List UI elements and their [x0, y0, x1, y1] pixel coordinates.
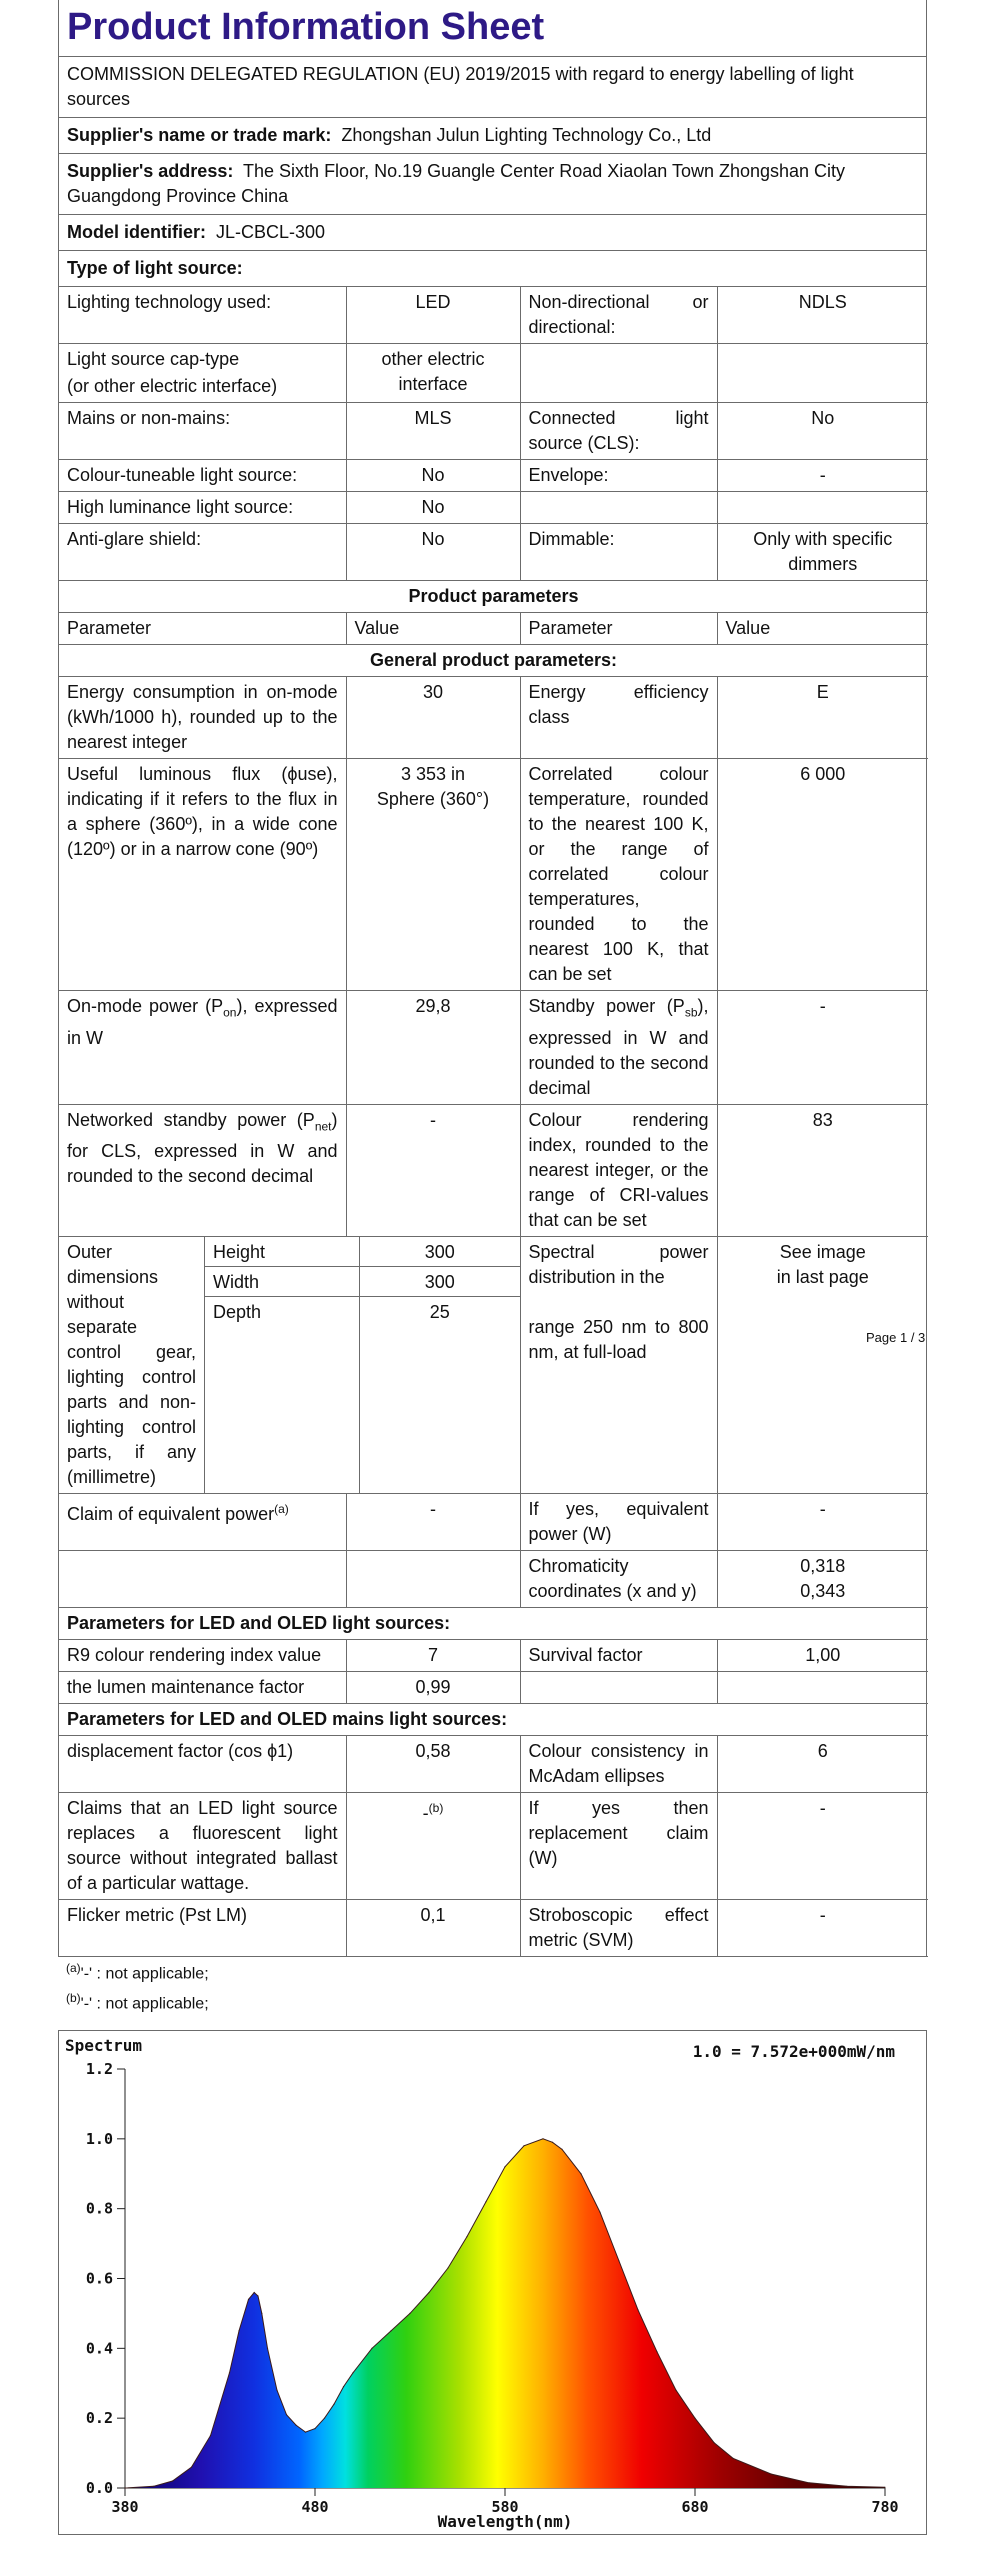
spectrum-data-point [124, 2487, 125, 2488]
cell-label: If yes, equivalent power (W) [520, 1493, 717, 1550]
cell-value: 0,99 [346, 1671, 520, 1703]
cell-empty [717, 492, 928, 524]
spectrum-data-point [542, 2138, 543, 2139]
spectrum-data-point [305, 2432, 306, 2433]
spectrum-data-point [390, 2330, 391, 2331]
product-params-header: Product parameters [59, 581, 928, 613]
spectrum-data-point [153, 2486, 154, 2487]
spd-value-line1: See image [779, 1241, 866, 1262]
supplier-address-row [59, 154, 926, 215]
cell-value: - [717, 1899, 928, 1956]
footnote-b-mark: (b) [66, 1991, 81, 2005]
y-tick-label: 0.8 [85, 2199, 113, 2218]
spectrum-area [125, 2139, 885, 2488]
spectrum-data-point [846, 2486, 847, 2487]
page-title: Product Information Sheet [59, 0, 926, 57]
cell-label: Chromaticity coordinates (x and y) [520, 1550, 717, 1607]
spectrum-data-point [552, 2142, 553, 2143]
cell-label: If yes then replacement claim (W) [520, 1792, 717, 1899]
cell-label: Flicker metric (Pst LM) [59, 1899, 346, 1956]
spectrum-data-point [229, 2372, 230, 2373]
cell-empty [520, 344, 717, 403]
cap-label-line2: (or other electric interface) [67, 376, 278, 396]
spectrum-data-point [599, 2212, 600, 2213]
spd-value-line2: in last page [776, 1266, 869, 1287]
cell-value: 6 [717, 1735, 928, 1792]
y-tick-label: 0.4 [85, 2339, 113, 2358]
outer-dimensions-label: Outer dimensions without separate control gear, lighting control parts and non-lighting control parts, if any (millimetre) [59, 1237, 205, 1493]
spectrum-data-point [261, 2313, 262, 2314]
cell-empty [59, 1550, 346, 1607]
cell-label: Stroboscopic effect metric (SVM) [520, 1899, 717, 1956]
cell-value: other electric interface [346, 344, 520, 403]
cell-value: - [717, 991, 928, 1105]
cell-value [346, 1792, 520, 1899]
cell-value [717, 1550, 928, 1607]
claim-label: Claim of equivalent power [67, 1503, 275, 1524]
cell-label: the lumen maintenance factor [59, 1671, 346, 1703]
cell-value: 7 [346, 1639, 520, 1671]
chroma-y: 0,343 [800, 1580, 846, 1601]
parameters-table [59, 287, 928, 1957]
footnote-a-mark: (a) [66, 1961, 81, 1975]
dimension-depth [205, 1297, 520, 1493]
pnet-sub: net [314, 1119, 332, 1134]
table-row [59, 1671, 928, 1703]
table-row [59, 1899, 928, 1956]
mains-params-header: Parameters for LED and OLED mains light sources: [59, 1703, 928, 1735]
spectrum-data-point [732, 2458, 733, 2459]
cell-label: High luminance light source: [59, 492, 346, 524]
depth-value: 25 [429, 1301, 450, 1322]
cell-value: - [717, 460, 928, 492]
spectrum-data-point [314, 2428, 315, 2429]
cell-label: Connected light source (CLS): [520, 403, 717, 460]
pon-sub: on [223, 1005, 237, 1020]
cell-label: Claims that an LED light source replaces a fluorescent light source without integrated ballast of a particular wattage. [59, 1792, 346, 1899]
table-row [59, 1550, 928, 1607]
footnote-b-text: '-' : not applicable; [80, 1995, 209, 2013]
spectrum-data-point [447, 2267, 448, 2268]
table-row [59, 344, 928, 403]
supplier-address-value: The Sixth Floor, No.19 Guangle Center Road Xiaolan Town Zhongshan City Guangdong Province China [67, 161, 846, 206]
width-label: Width [205, 1267, 360, 1296]
cell-label: Anti-glare shield: [59, 524, 346, 581]
supplier-name-row [59, 118, 926, 154]
cell-label: Colour-tuneable light source: [59, 460, 346, 492]
cell-label: Non-directional or directional: [520, 287, 717, 344]
cell-empty [717, 1671, 928, 1703]
spectrum-data-point [343, 2386, 344, 2387]
spectrum-data-point [770, 2473, 771, 2474]
outer-dimensions [59, 1237, 520, 1493]
table-row [59, 759, 928, 991]
y-tick-label: 0.2 [85, 2409, 113, 2428]
table-row [59, 1735, 928, 1792]
spectrum-data-point [580, 2173, 581, 2174]
cell-value [717, 1236, 928, 1493]
width-value: 300 [424, 1271, 455, 1292]
cell-label: displacement factor (cos ϕ1) [59, 1735, 346, 1792]
y-tick-label: 0.6 [85, 2269, 113, 2288]
spectrum-data-point [485, 2201, 486, 2202]
spectrum-data-point [352, 2372, 353, 2373]
table-row [59, 991, 928, 1105]
spectrum-data-point [504, 2166, 505, 2167]
cell-value: - [717, 1493, 928, 1550]
cell-value: 83 [717, 1104, 928, 1236]
col-header-parameter: Parameter [59, 613, 346, 645]
flux-value-line2: Sphere (360°) [376, 789, 490, 809]
cell-label: Correlated colour temperature, rounded to the nearest 100 K, or the range of correlated colour temperatures, rounded to the nearest 100 K, that can be set [520, 759, 717, 991]
spectrum-data-point [656, 2351, 657, 2352]
psb-label-a: Standby power (P [528, 996, 685, 1016]
cell-value [346, 759, 520, 991]
spectrum-data-point [286, 2414, 287, 2415]
cell-value: Only with specific dimmers [717, 524, 928, 581]
cell-value: 0,1 [346, 1899, 520, 1956]
x-tick-label: 480 [301, 2498, 329, 2516]
outer-dimensions-cell [59, 1236, 520, 1493]
cell-value: - [717, 1792, 928, 1899]
height-value: 300 [424, 1241, 455, 1262]
fluor-value: - [422, 1802, 429, 1823]
cell-label: Survival factor [520, 1639, 717, 1671]
dimension-height [205, 1237, 520, 1267]
cell-label [520, 991, 717, 1105]
pnet-label-a: Networked standby power (P [67, 1109, 315, 1130]
spectrum-data-point [618, 2260, 619, 2261]
product-information-sheet [58, 0, 927, 1957]
cell-label [59, 991, 346, 1105]
cell-empty [346, 1550, 520, 1607]
spectrum-data-point [371, 2348, 372, 2349]
table-row [59, 1703, 928, 1735]
x-tick-label: 780 [871, 2498, 899, 2516]
spectrum-data-point [637, 2309, 638, 2310]
cell-empty [520, 1671, 717, 1703]
col-header-value: Value [346, 613, 520, 645]
spectrum-data-point [713, 2442, 714, 2443]
plot-layer [86, 2060, 899, 2516]
pon-label-a: On-mode power (P [67, 996, 224, 1016]
cell-label [59, 344, 346, 403]
cell-label: Lighting technology used: [59, 287, 346, 344]
cell-value: 6 000 [717, 759, 928, 991]
table-row [59, 645, 928, 677]
model-row [59, 215, 926, 251]
x-tick-label: 580 [491, 2498, 519, 2516]
type-header: Type of light source: [59, 251, 926, 287]
spectrum-data-point [466, 2236, 467, 2237]
cell-empty [717, 344, 928, 403]
table-row [59, 677, 928, 759]
spectrum-data-point [808, 2482, 809, 2483]
dimension-values [205, 1237, 520, 1493]
spectrum-data-point [694, 2418, 695, 2419]
cell-value: No [717, 403, 928, 460]
cell-label [59, 1493, 346, 1550]
cell-value: 30 [346, 677, 520, 759]
led-params-header: Parameters for LED and OLED light sources: [59, 1607, 928, 1639]
spd-label-line1: Spectral power distribution in the [528, 1241, 709, 1287]
cell-empty [520, 492, 717, 524]
y-tick-label: 0.0 [85, 2479, 113, 2497]
spectrum-chart-panel [58, 2030, 927, 2535]
regulation-text: COMMISSION DELEGATED REGULATION (EU) 2019/2015 with regard to energy labelling of light sources [59, 57, 926, 118]
col-header-parameter: Parameter [520, 613, 717, 645]
cell-label: Envelope: [520, 460, 717, 492]
spectrum-data-point [257, 2295, 258, 2296]
spectrum-data-point [276, 2390, 277, 2391]
flux-value-line1: 3 353 in [400, 764, 466, 784]
cell-value: No [346, 460, 520, 492]
cell-label: Dimmable: [520, 524, 717, 581]
spectrum-data-point [409, 2313, 410, 2314]
spectrum-data-point [191, 2467, 192, 2468]
footnote-a [66, 1958, 209, 1984]
cell-value: 1,00 [717, 1639, 928, 1671]
chart-annotation: 1.0 = 7.572e+000mW/nm [692, 2042, 895, 2061]
cell-value: NDLS [717, 287, 928, 344]
cell-label: Energy efficiency class [520, 677, 717, 759]
cell-label [520, 1236, 717, 1493]
table-header-row [59, 613, 928, 645]
cell-label: Energy consumption in on-mode (kWh/1000 h), rounded up to the nearest integer [59, 677, 346, 759]
spectrum-chart [59, 2031, 926, 2534]
cell-label: R9 colour rendering index value [59, 1639, 346, 1671]
supplier-address-label: Supplier's address: [67, 161, 234, 181]
spectrum-data-point [248, 2299, 249, 2300]
pnet-label-b: ) for CLS, expressed in W and rounded to the second decimal [67, 1109, 338, 1187]
page-number: Page 1 / 3 [866, 1330, 926, 1345]
psb-label-b: ), expressed in W and rounded to the second decimal [528, 996, 709, 1098]
supplier-name-label: Supplier's name or trade mark: [67, 125, 332, 145]
table-row [59, 460, 928, 492]
spd-label-line2: range 250 nm to 800 nm, at full-load [528, 1316, 709, 1362]
spectrum-data-point [238, 2330, 239, 2331]
psb-sub: sb [684, 1005, 698, 1020]
cell-label: Colour consistency in McAdam ellipses [520, 1735, 717, 1792]
height-label: Height [205, 1237, 360, 1266]
cell-value: 29,8 [346, 991, 520, 1105]
spectrum-data-point [267, 2348, 268, 2349]
cap-label-line1: Light source cap-type [67, 349, 240, 369]
table-row [59, 1607, 928, 1639]
table-row [59, 524, 928, 581]
cell-label: Colour rendering index, rounded to the nearest integer, or the range of CRI-values that can be set [520, 1104, 717, 1236]
cell-value: - [346, 1493, 520, 1550]
spectrum-data-point [172, 2480, 173, 2481]
model-label: Model identifier: [67, 222, 206, 242]
cell-value: No [346, 524, 520, 581]
spectrum-data-point [210, 2435, 211, 2436]
spectrum-data-point [324, 2418, 325, 2419]
table-row [59, 581, 928, 613]
claim-sup: (a) [274, 1501, 289, 1516]
col-header-value: Value [717, 613, 928, 645]
spectrum-data-point [523, 2145, 524, 2146]
spectrum-data-point [333, 2404, 334, 2405]
pon-label-b: ), expressed in W [67, 996, 338, 1048]
cell-value: - [346, 1104, 520, 1236]
y-tick-label: 1.2 [85, 2060, 113, 2078]
cell-value: LED [346, 287, 520, 344]
table-row [59, 1792, 928, 1899]
dimension-width [205, 1267, 520, 1297]
supplier-name-value: Zhongshan Julun Lighting Technology Co., Ltd [341, 125, 712, 145]
table-row [59, 492, 928, 524]
table-row [59, 1639, 928, 1671]
spectrum-data-point [675, 2390, 676, 2391]
table-row [59, 403, 928, 460]
table-row [59, 1493, 928, 1550]
fluor-sup: (b) [428, 1800, 444, 1815]
cell-value: 0,58 [346, 1735, 520, 1792]
cell-label: Useful luminous flux (ϕuse), indicating if it refers to the flux in a sphere (360º), in a wide cone (120º) or in a narrow cone (90º) [59, 759, 346, 991]
spectrum-data-point [561, 2149, 562, 2150]
cell-label [59, 1104, 346, 1236]
general-params-header: General product parameters: [59, 645, 928, 677]
x-tick-label: 680 [681, 2498, 709, 2516]
y-tick-label: 1.0 [85, 2129, 113, 2148]
x-tick-label: 380 [111, 2498, 139, 2516]
depth-label: Depth [205, 1297, 360, 1493]
table-row [59, 1236, 928, 1493]
chart-title: Spectrum [65, 2036, 143, 2055]
cell-label: Mains or non-mains: [59, 403, 346, 460]
x-axis-label: Wavelength(nm) [437, 2512, 573, 2531]
chroma-x: 0,318 [800, 1555, 846, 1576]
footnote-a-text: '-' : not applicable; [80, 1965, 209, 1983]
footnote-b [66, 1988, 209, 2014]
spectrum-data-point [428, 2292, 429, 2293]
table-row [59, 1104, 928, 1236]
model-value: JL-CBCL-300 [216, 222, 326, 242]
table-row [59, 287, 928, 344]
spectrum-data-point [254, 2292, 255, 2293]
spectrum-data-point [884, 2487, 885, 2488]
cell-value: E [717, 677, 928, 759]
spectrum-data-point [295, 2425, 296, 2426]
cell-value: MLS [346, 403, 520, 460]
cell-value: No [346, 492, 520, 524]
